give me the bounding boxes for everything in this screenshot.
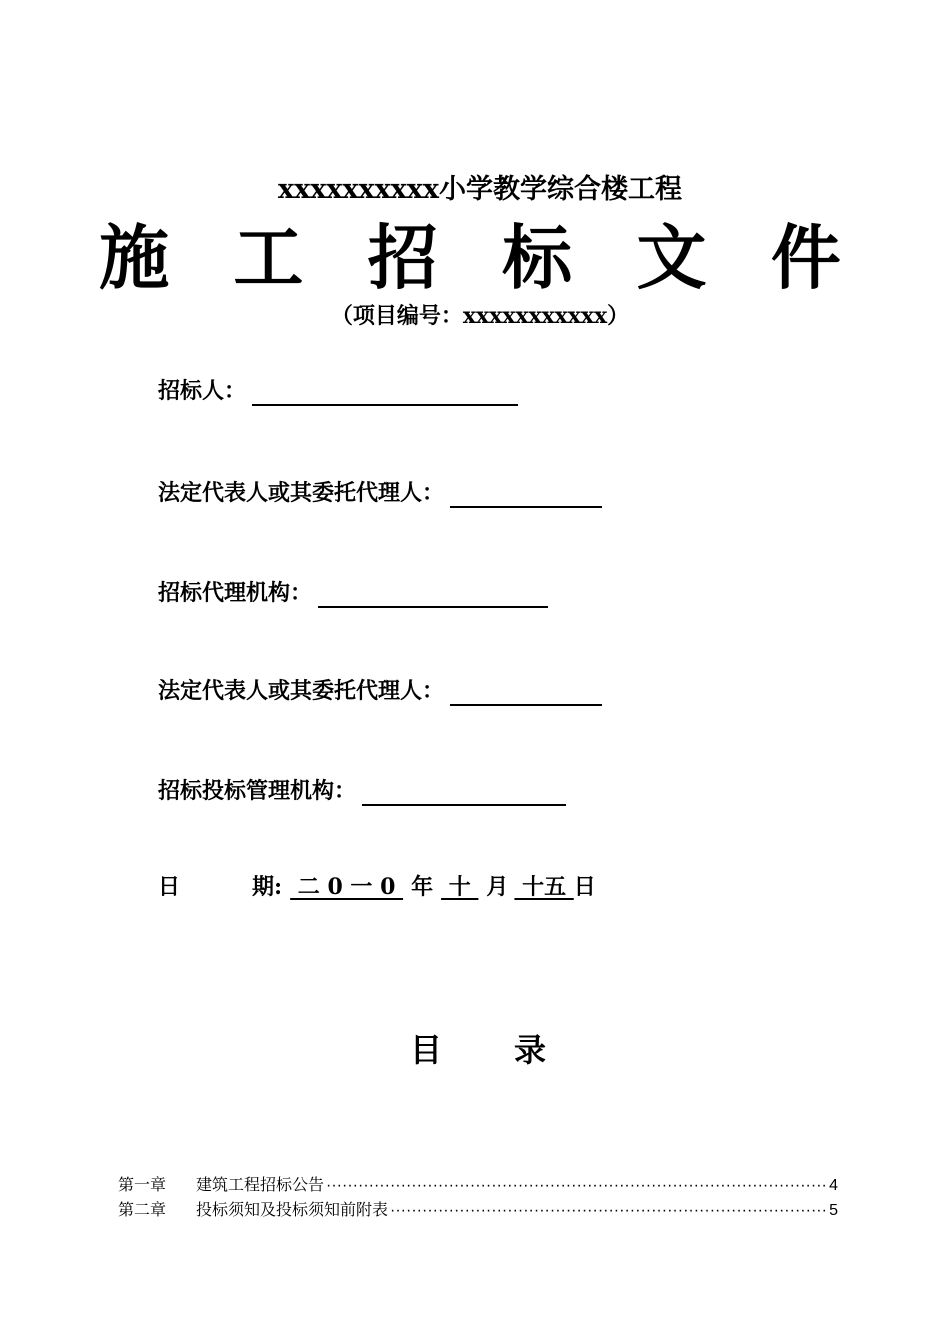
field-legal-representative-1 [158,478,602,508]
toc-heading [410,1028,546,1072]
toc-heading-a: 目 [410,1031,443,1069]
date-month-value: 十 [441,874,479,900]
toc-leader-dots [326,1173,826,1198]
toc-title: 投标须知及投标须知前附表 [196,1202,389,1219]
field-label: 招标人： [158,378,247,404]
toc-title: 建筑工程招标公告 [196,1177,325,1194]
date-row [158,872,596,902]
blank-line [450,484,602,508]
field-label: 招标代理机构： [158,580,313,606]
toc-leader-dots [390,1198,826,1223]
date-year-unit: 年 [411,874,434,900]
date-label-b: 期: [252,874,283,900]
date-month-unit: 月 [486,874,509,900]
project-subtitle: xxxxxxxxxx小学教学综合楼工程 [278,174,682,205]
field-management-agency [158,776,566,806]
document-title: 施 工 招 标 文 件 [99,216,861,299]
date-year-value: 二 0 一 0 [290,874,404,900]
date-day-unit: 日 [573,874,596,900]
date-label-a: 日 [158,874,181,900]
field-tenderer [158,376,518,406]
toc-entry[interactable] [118,1198,838,1223]
date-day-value: 十五 [514,874,574,900]
blank-line [362,782,566,806]
blank-line [318,584,548,608]
toc-entry[interactable] [118,1173,838,1198]
project-number: （项目编号：xxxxxxxxxxx） [330,303,630,329]
toc-chapter: 第二章 [118,1202,167,1219]
toc-page-number: 5 [829,1202,838,1219]
blank-line [252,382,518,406]
table-of-contents [118,1173,838,1223]
field-legal-representative-2 [158,676,602,706]
blank-line [450,682,602,706]
field-label: 招标投标管理机构： [158,778,357,804]
toc-chapter: 第一章 [118,1177,167,1194]
field-label: 法定代表人或其委托代理人： [158,678,445,704]
toc-heading-b: 录 [514,1031,547,1069]
field-agency [158,578,548,608]
field-label: 法定代表人或其委托代理人： [158,480,445,506]
toc-page-number: 4 [829,1177,838,1194]
